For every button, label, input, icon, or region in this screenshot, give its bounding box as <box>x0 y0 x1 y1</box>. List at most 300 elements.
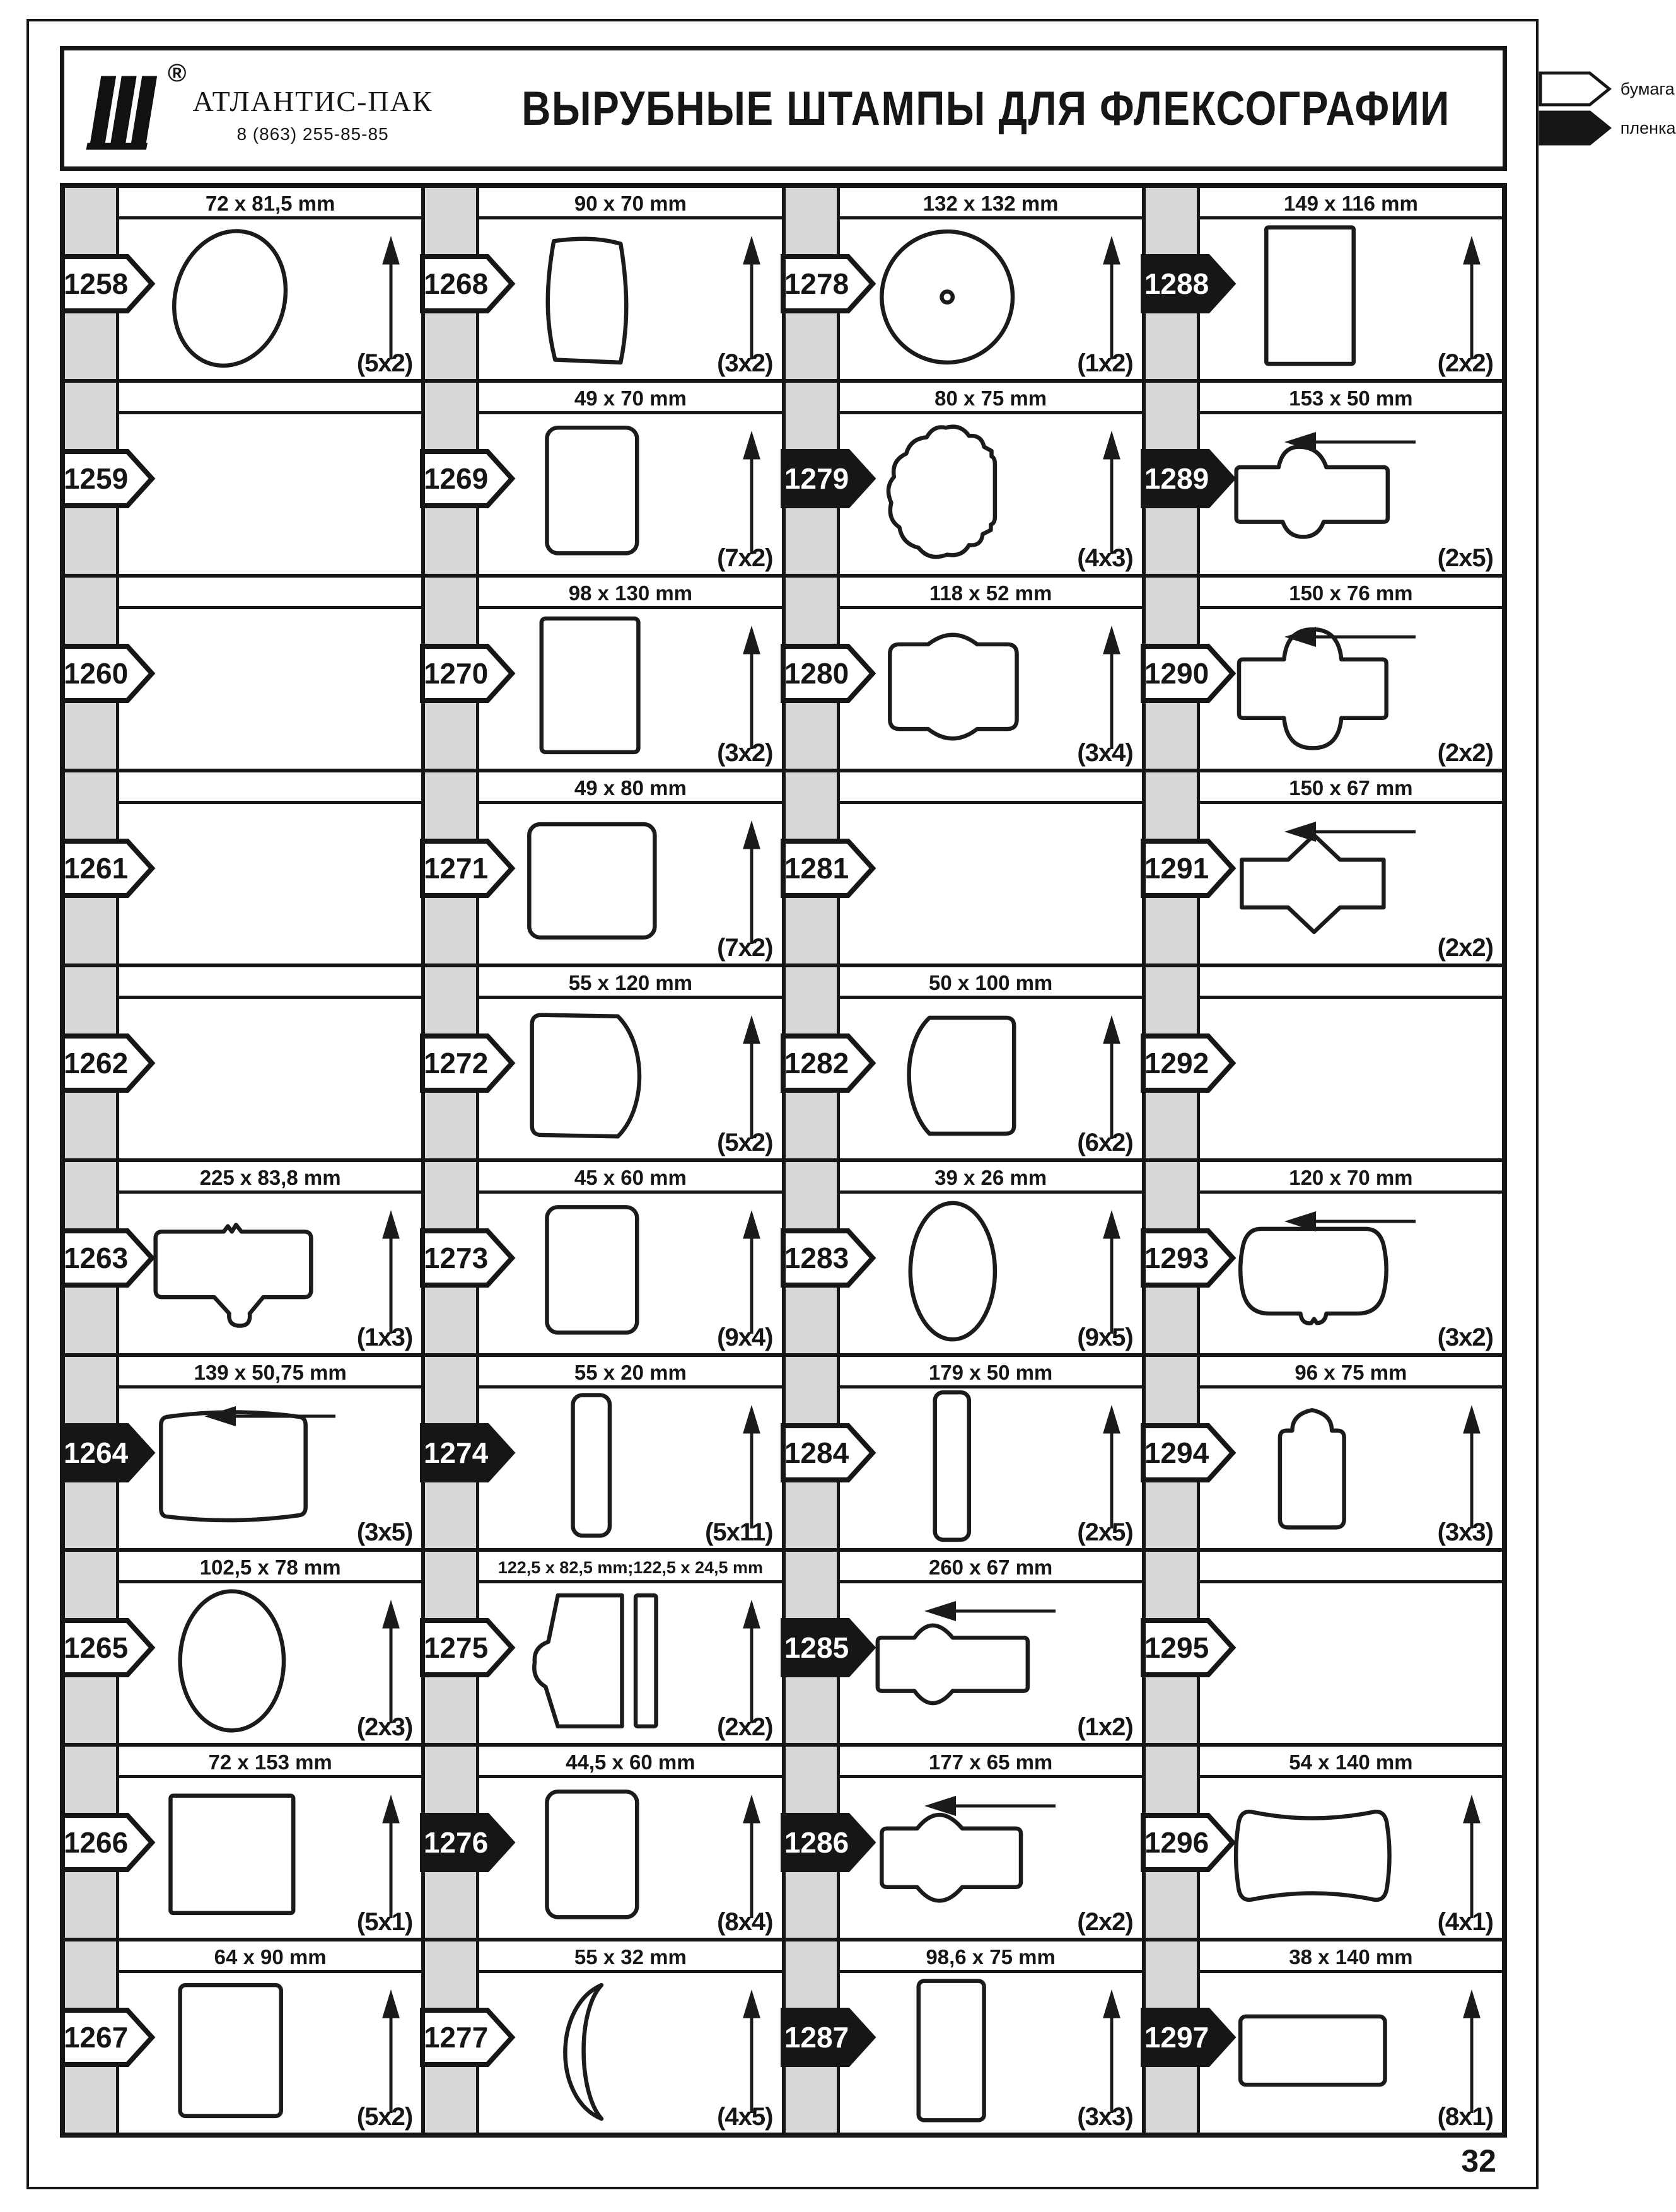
stamp-cell-content <box>1200 1162 1502 1353</box>
stamp-shape-circle-center-hole <box>850 222 1058 372</box>
legend-paper-label: бумага <box>1620 79 1675 98</box>
stamp-drawing-area <box>1200 219 1502 379</box>
stamp-id: 1282 <box>784 1046 849 1080</box>
stamp-cell-content <box>840 383 1142 574</box>
stamp-id-tag <box>781 643 876 704</box>
stamp-dimensions: 102,5 x 78 mm <box>119 1552 421 1583</box>
stamp-cell <box>423 1745 783 1940</box>
stamp-cell <box>63 1745 423 1940</box>
stamp-drawing-area <box>840 1194 1142 1353</box>
feed-direction-arrow-up-icon <box>1098 236 1126 361</box>
stamp-drawing-area <box>119 414 421 574</box>
stamp-layout-count: (3x2) <box>717 349 773 377</box>
stamp-id-tag <box>781 1422 876 1484</box>
stamp-layout-count: (2x2) <box>1077 1908 1133 1936</box>
stamp-shape-ellipse-vertical-large <box>129 1586 337 1736</box>
stamp-drawing-area <box>479 219 781 379</box>
stamp-id: 1284 <box>784 1436 849 1469</box>
stamp-cell <box>63 771 423 965</box>
stamp-shape-rect-portrait-narrow <box>850 1976 1058 2126</box>
stamp-cell-content <box>119 772 421 963</box>
stamp-dimensions: 54 x 140 mm <box>1200 1747 1502 1778</box>
stamp-shape-crescent <box>489 1976 697 2126</box>
stamp-drawing-area <box>479 1778 781 1938</box>
stamp-drawing-area <box>1200 804 1502 963</box>
stamp-id: 1293 <box>1144 1241 1209 1274</box>
stamp-dimensions: 179 x 50 mm <box>840 1357 1142 1388</box>
feed-direction-arrow-up-icon <box>1098 626 1126 750</box>
stamp-layout-count: (2x5) <box>1437 544 1493 572</box>
feed-direction-arrow-up-icon <box>1098 1989 1126 2114</box>
stamp-layout-count: (5x2) <box>356 2103 413 2131</box>
stamp-shape-rect-landscape <box>1210 1976 1418 2126</box>
brand-name: АТЛАНТИС-ПАК <box>192 85 433 117</box>
stamp-layout-count: (5x11) <box>705 1518 773 1546</box>
stamp-id: 1289 <box>1144 462 1209 495</box>
stamp-drawing-area <box>479 1388 781 1548</box>
stamp-dimensions: 98 x 130 mm <box>479 578 781 609</box>
stamp-id-tag <box>1141 643 1237 704</box>
stamp-dimensions <box>119 383 421 414</box>
stamp-cell <box>423 771 783 965</box>
stamp-cell <box>63 1550 423 1745</box>
stamp-id: 1263 <box>63 1241 129 1274</box>
stamp-cell-content <box>1200 772 1502 963</box>
stamp-dimensions: 177 x 65 mm <box>840 1747 1142 1778</box>
stamp-drawing-area <box>119 1388 421 1548</box>
stamp-cell <box>423 1940 783 2134</box>
stamp-layout-count: (3x3) <box>1077 2103 1133 2131</box>
stamp-drawing-area <box>479 414 781 574</box>
stamp-layout-count: (5x2) <box>717 1129 773 1156</box>
stamp-cell <box>63 381 423 576</box>
stamp-drawing-area <box>479 1583 781 1743</box>
stamp-cell <box>423 186 783 381</box>
stamp-layout-count: (3x2) <box>717 739 773 767</box>
stamp-cell <box>423 576 783 771</box>
stamp-dimensions <box>840 772 1142 804</box>
stamp-cell <box>1144 1355 1504 1550</box>
stamp-id: 1273 <box>424 1241 489 1274</box>
stamp-layout-count: (3x3) <box>1437 1518 1493 1546</box>
stamp-shape-two-part-tab-and-strip <box>489 1586 697 1736</box>
stamp-drawing-area <box>840 609 1142 769</box>
page-number: 32 <box>1461 2143 1496 2179</box>
stamp-dimensions: 38 x 140 mm <box>1200 1941 1502 1973</box>
stamp-cell <box>784 1940 1144 2134</box>
feed-direction-arrow-left-icon <box>924 1792 1057 1820</box>
stamp-cell <box>1144 381 1504 576</box>
stamp-dimensions: 225 x 83,8 mm <box>119 1162 421 1194</box>
stamp-id-tag <box>781 1227 876 1289</box>
stamp-id-tag <box>420 1422 516 1484</box>
feed-direction-arrow-up-icon <box>1458 236 1486 361</box>
stamp-cell-content <box>119 1941 421 2133</box>
stamp-cell <box>423 381 783 576</box>
stamp-cell-content <box>1200 578 1502 769</box>
stamp-cell-content <box>840 1552 1142 1743</box>
stamp-cell-content <box>119 967 421 1158</box>
stamp-id-tag <box>60 253 156 315</box>
stamp-cell <box>423 1550 783 1745</box>
stamp-drawing-area <box>840 1973 1142 2133</box>
stamp-id-tag <box>60 1422 156 1484</box>
stamp-id-tag <box>781 1032 876 1094</box>
stamp-layout-count: (2x2) <box>1437 349 1493 377</box>
stamp-id: 1285 <box>784 1631 849 1664</box>
stamp-dimensions: 72 x 153 mm <box>119 1747 421 1778</box>
stamp-cell <box>1144 186 1504 381</box>
header <box>60 46 1676 171</box>
stamp-id-tag <box>781 448 876 509</box>
stamp-cell-content <box>479 1357 781 1548</box>
stamp-id: 1287 <box>784 2020 849 2054</box>
stamp-id: 1267 <box>63 2020 129 2054</box>
stamp-id: 1279 <box>784 462 849 495</box>
stamp-id-tag <box>420 448 516 509</box>
feed-direction-arrow-left-icon <box>924 1597 1057 1625</box>
stamp-id: 1271 <box>424 851 489 885</box>
stamp-layout-count: (3x4) <box>1077 739 1133 767</box>
stamp-id-tag <box>1141 1032 1237 1094</box>
legend-film-label: пленка <box>1620 118 1676 137</box>
stamp-id: 1268 <box>424 267 489 300</box>
stamp-id: 1297 <box>1144 2020 1209 2054</box>
stamp-id-tag <box>60 448 156 509</box>
stamp-id: 1280 <box>784 656 849 690</box>
stamp-id: 1260 <box>63 656 129 690</box>
stamp-dimensions: 96 x 75 mm <box>1200 1357 1502 1388</box>
brand-text <box>192 84 433 144</box>
stamp-cell-content <box>479 1941 781 2133</box>
brand-phone: 8 (863) 255-85-85 <box>236 124 389 144</box>
feed-direction-arrow-left-icon <box>1284 428 1417 456</box>
brand <box>82 57 433 160</box>
stamp-shape-rect-portrait <box>489 612 697 762</box>
feed-direction-arrow-up-icon <box>377 1210 405 1335</box>
stamp-cell-content <box>119 578 421 769</box>
stamp-drawing-area <box>1200 1194 1502 1353</box>
stamp-dimensions: 149 x 116 mm <box>1200 188 1502 219</box>
feed-direction-arrow-up-icon <box>738 1015 765 1140</box>
stamp-cell-content <box>840 772 1142 963</box>
stamp-dimensions: 120 x 70 mm <box>1200 1162 1502 1194</box>
stamp-layout-count: (3x2) <box>1437 1324 1493 1351</box>
feed-direction-arrow-up-icon <box>377 236 405 361</box>
stamp-layout-count: (4x1) <box>1437 1908 1493 1936</box>
stamp-dimensions: 44,5 x 60 mm <box>479 1747 781 1778</box>
stamp-layout-count: (5x1) <box>356 1908 413 1936</box>
stamp-shape-rounded-rect-portrait <box>489 1781 697 1931</box>
page-title: ВЫРУБНЫЕ ШТАМПЫ ДЛЯ ФЛЕКСОГРАФИИ <box>521 81 1450 136</box>
stamp-layout-count: (1x3) <box>356 1324 413 1351</box>
stamp-shape-ellipse-vertical-small <box>850 1196 1058 1346</box>
stamp-drawing-area <box>119 804 421 963</box>
feed-direction-arrow-up-icon <box>377 1989 405 2114</box>
stamp-cell-content <box>479 1552 781 1743</box>
stamp-shape-rounded-rect-landscape <box>489 806 697 957</box>
stamp-dimensions: 122,5 x 82,5 mm;122,5 x 24,5 mm <box>479 1552 781 1583</box>
stamp-cell-content <box>1200 1747 1502 1938</box>
stamp-shape-pill-vertical <box>489 1391 697 1541</box>
stamp-id-tag <box>781 1617 876 1679</box>
stamp-id: 1275 <box>424 1631 489 1664</box>
film-arrow-icon <box>1539 110 1612 146</box>
stamp-cell-content <box>479 188 781 379</box>
stamp-dimensions: 80 x 75 mm <box>840 383 1142 414</box>
stamp-id-tag <box>781 837 876 899</box>
feed-direction-arrow-up-icon <box>738 626 765 750</box>
feed-direction-arrow-left-icon <box>1284 818 1417 846</box>
stamp-shape-rect-square <box>129 1781 337 1931</box>
stamp-dimensions: 39 x 26 mm <box>840 1162 1142 1194</box>
stamp-id-tag <box>420 253 516 315</box>
stamp-cell-content <box>1200 383 1502 574</box>
stamp-id: 1265 <box>63 1631 129 1664</box>
stamp-dimensions: 50 x 100 mm <box>840 967 1142 999</box>
stamp-dimensions: 49 x 70 mm <box>479 383 781 414</box>
stamp-dimensions: 153 x 50 mm <box>1200 383 1502 414</box>
stamp-drawing-area <box>479 999 781 1158</box>
stamp-shape-barrel-quad <box>489 222 697 372</box>
stamp-dimensions: 55 x 32 mm <box>479 1941 781 1973</box>
stamp-drawing-area <box>840 1778 1142 1938</box>
stamp-layout-count: (2x2) <box>1437 739 1493 767</box>
feed-direction-arrow-up-icon <box>1098 1015 1126 1140</box>
stamp-id-tag <box>60 837 156 899</box>
stamp-cell-content <box>119 383 421 574</box>
stamp-cell-content <box>840 188 1142 379</box>
feed-direction-arrow-left-icon <box>1284 1208 1417 1235</box>
stamp-dimensions: 132 x 132 mm <box>840 188 1142 219</box>
stamp-layout-count: (2x3) <box>356 1713 413 1741</box>
feed-direction-arrow-up-icon <box>1098 1210 1126 1335</box>
stamp-id-tag <box>781 2006 876 2068</box>
stamp-cell-content <box>840 967 1142 1158</box>
stamp-layout-count: (1x2) <box>1077 1713 1133 1741</box>
stamp-dimensions: 45 x 60 mm <box>479 1162 781 1194</box>
stamp-drawing-area <box>1200 1778 1502 1938</box>
stamp-cell <box>63 186 423 381</box>
stamp-drawing-area <box>1200 1583 1502 1743</box>
stamp-cell <box>63 1160 423 1355</box>
stamp-id: 1290 <box>1144 656 1209 690</box>
stamp-drawing-area <box>840 999 1142 1158</box>
legend-film-row <box>1539 110 1676 146</box>
stamp-drawing-area <box>119 999 421 1158</box>
stamp-cell <box>784 381 1144 576</box>
stamp-cell-content <box>1200 1552 1502 1743</box>
stamp-shape-tilted-egg <box>129 222 337 372</box>
stamp-cell <box>423 1160 783 1355</box>
stamp-shape-pillow <box>1210 1781 1418 1931</box>
stamp-id: 1264 <box>63 1436 129 1469</box>
stamp-cell <box>784 771 1144 965</box>
stamp-drawing-area <box>840 804 1142 963</box>
stamp-cell-content <box>1200 188 1502 379</box>
stamp-id: 1270 <box>424 656 489 690</box>
stamp-id-tag <box>1141 253 1237 315</box>
feed-direction-arrow-up-icon <box>738 1795 765 1919</box>
stamp-drawing-area <box>479 1194 781 1353</box>
feed-direction-arrow-up-icon <box>1098 1405 1126 1530</box>
stamp-dimensions: 139 x 50,75 mm <box>119 1357 421 1388</box>
stamp-cell <box>784 1355 1144 1550</box>
stamp-shape-d-shape-left <box>850 1001 1058 1151</box>
stamp-id: 1283 <box>784 1241 849 1274</box>
stamp-shape-rect-portrait-2 <box>129 1976 337 2126</box>
feed-direction-arrow-up-icon <box>738 1210 765 1335</box>
stamp-id-tag <box>1141 448 1237 509</box>
stamp-id-tag <box>781 253 876 315</box>
stamp-id: 1291 <box>1144 851 1209 885</box>
feed-direction-arrow-up-icon <box>1458 1989 1486 2114</box>
stamp-id: 1274 <box>424 1436 489 1469</box>
stamp-dimensions: 150 x 76 mm <box>1200 578 1502 609</box>
stamp-cell <box>784 1745 1144 1940</box>
feed-direction-arrow-up-icon <box>738 1405 765 1530</box>
stamp-drawing-area <box>479 804 781 963</box>
stamp-cell <box>784 965 1144 1160</box>
stamp-id: 1278 <box>784 267 849 300</box>
stamp-layout-count: (3x5) <box>356 1518 413 1546</box>
stamp-cell-content <box>840 1357 1142 1548</box>
stamp-drawing-area <box>119 609 421 769</box>
stamp-shape-rounded-rect-portrait <box>489 417 697 567</box>
feed-direction-arrow-up-icon <box>738 1989 765 2114</box>
stamp-shape-arch-top-rect <box>1210 1391 1418 1541</box>
stamp-drawing-area <box>840 1388 1142 1548</box>
stamp-drawing-area <box>840 414 1142 574</box>
feed-direction-arrow-left-icon <box>204 1402 337 1430</box>
stamp-cell <box>1144 965 1504 1160</box>
stamp-id-tag <box>420 2006 516 2068</box>
stamp-dimensions: 49 x 80 mm <box>479 772 781 804</box>
stamp-cell <box>1144 771 1504 965</box>
stamp-cell-content <box>1200 1357 1502 1548</box>
stamp-cell-content <box>479 772 781 963</box>
stamp-id-tag <box>1141 1227 1237 1289</box>
atlantis-pak-logo-icon <box>82 66 164 160</box>
stamp-id: 1269 <box>424 462 489 495</box>
stamp-drawing-area <box>119 1778 421 1938</box>
stamp-cell <box>1144 1550 1504 1745</box>
stamp-id-tag <box>420 643 516 704</box>
stamp-cell-content <box>840 578 1142 769</box>
stamp-shape-rect-portrait-large <box>1210 222 1418 372</box>
feed-direction-arrow-up-icon <box>1098 431 1126 556</box>
stamp-id-tag <box>420 1032 516 1094</box>
stamp-drawing-area <box>1200 609 1502 769</box>
stamp-id: 1277 <box>424 2020 489 2054</box>
stamp-id: 1262 <box>63 1046 129 1080</box>
registered-trademark: ® <box>168 59 187 87</box>
stamp-cell-content <box>840 1747 1142 1938</box>
material-legend <box>1539 71 1676 146</box>
stamp-cell <box>63 1355 423 1550</box>
stamp-dimensions: 90 x 70 mm <box>479 188 781 219</box>
stamp-cell <box>423 1355 783 1550</box>
stamp-drawing-area <box>1200 1973 1502 2133</box>
stamp-shape-scalloped-blob <box>850 417 1058 567</box>
stamp-drawing-area <box>479 1973 781 2133</box>
stamp-dimensions: 260 x 67 mm <box>840 1552 1142 1583</box>
stamps-grid <box>60 183 1507 2138</box>
stamp-id-tag <box>420 1812 516 1873</box>
stamp-id-tag <box>1141 2006 1237 2068</box>
stamp-cell-content <box>479 1162 781 1353</box>
stamp-id: 1286 <box>784 1825 849 1859</box>
stamp-id: 1292 <box>1144 1046 1209 1080</box>
stamp-layout-count: (9x4) <box>717 1324 773 1351</box>
stamp-layout-count: (5x2) <box>356 349 413 377</box>
stamp-dimensions <box>1200 1552 1502 1583</box>
stamp-id-tag <box>60 643 156 704</box>
stamp-cell <box>423 965 783 1160</box>
stamp-cell <box>1144 576 1504 771</box>
feed-direction-arrow-up-icon <box>377 1795 405 1919</box>
stamp-layout-count: (6x2) <box>1077 1129 1133 1156</box>
stamp-id: 1272 <box>424 1046 489 1080</box>
stamp-cell <box>784 186 1144 381</box>
stamp-id-tag <box>420 837 516 899</box>
stamp-cell-content <box>479 1747 781 1938</box>
stamp-cell-content <box>840 1941 1142 2133</box>
stamp-layout-count: (9x5) <box>1077 1324 1133 1351</box>
stamp-id: 1261 <box>63 851 129 885</box>
stamp-id-tag <box>1141 837 1237 899</box>
stamp-cell <box>63 965 423 1160</box>
stamp-layout-count: (2x2) <box>717 1713 773 1741</box>
stamp-id-tag <box>60 1032 156 1094</box>
stamp-cell <box>784 1550 1144 1745</box>
stamp-id-tag <box>420 1617 516 1679</box>
stamp-shape-rect-notch-tab <box>129 1196 337 1346</box>
feed-direction-arrow-up-icon <box>738 1600 765 1725</box>
stamp-layout-count: (2x2) <box>1437 934 1493 962</box>
stamp-id-tag <box>1141 1617 1237 1679</box>
stamp-id: 1266 <box>63 1825 129 1859</box>
stamp-cell-content <box>119 188 421 379</box>
stamp-drawing-area <box>119 1194 421 1353</box>
stamp-drawing-area <box>1200 414 1502 574</box>
stamp-dimensions <box>119 967 421 999</box>
stamp-dimensions <box>119 772 421 804</box>
stamp-id-tag <box>60 2006 156 2068</box>
stamp-cell-content <box>1200 967 1502 1158</box>
stamp-dimensions: 55 x 20 mm <box>479 1357 781 1388</box>
stamp-cell-content <box>119 1552 421 1743</box>
stamp-id: 1295 <box>1144 1631 1209 1664</box>
stamp-drawing-area <box>479 609 781 769</box>
stamp-dimensions <box>119 578 421 609</box>
stamp-drawing-area <box>840 1583 1142 1743</box>
stamp-cell <box>63 1940 423 2134</box>
feed-direction-arrow-up-icon <box>1458 1405 1486 1530</box>
feed-direction-arrow-up-icon <box>738 820 765 945</box>
stamp-id-tag <box>420 1227 516 1289</box>
stamp-cell-content <box>119 1357 421 1548</box>
stamp-dimensions: 150 x 67 mm <box>1200 772 1502 804</box>
stamp-shape-d-shape-right <box>489 1001 697 1151</box>
stamp-layout-count: (8x1) <box>1437 2103 1493 2131</box>
stamp-drawing-area <box>1200 999 1502 1158</box>
stamp-cell-content <box>119 1747 421 1938</box>
stamp-id-tag <box>781 1812 876 1873</box>
stamp-id: 1294 <box>1144 1436 1209 1469</box>
stamp-cell-content <box>840 1162 1142 1353</box>
stamp-shape-rect-arc-bumps <box>850 612 1058 762</box>
